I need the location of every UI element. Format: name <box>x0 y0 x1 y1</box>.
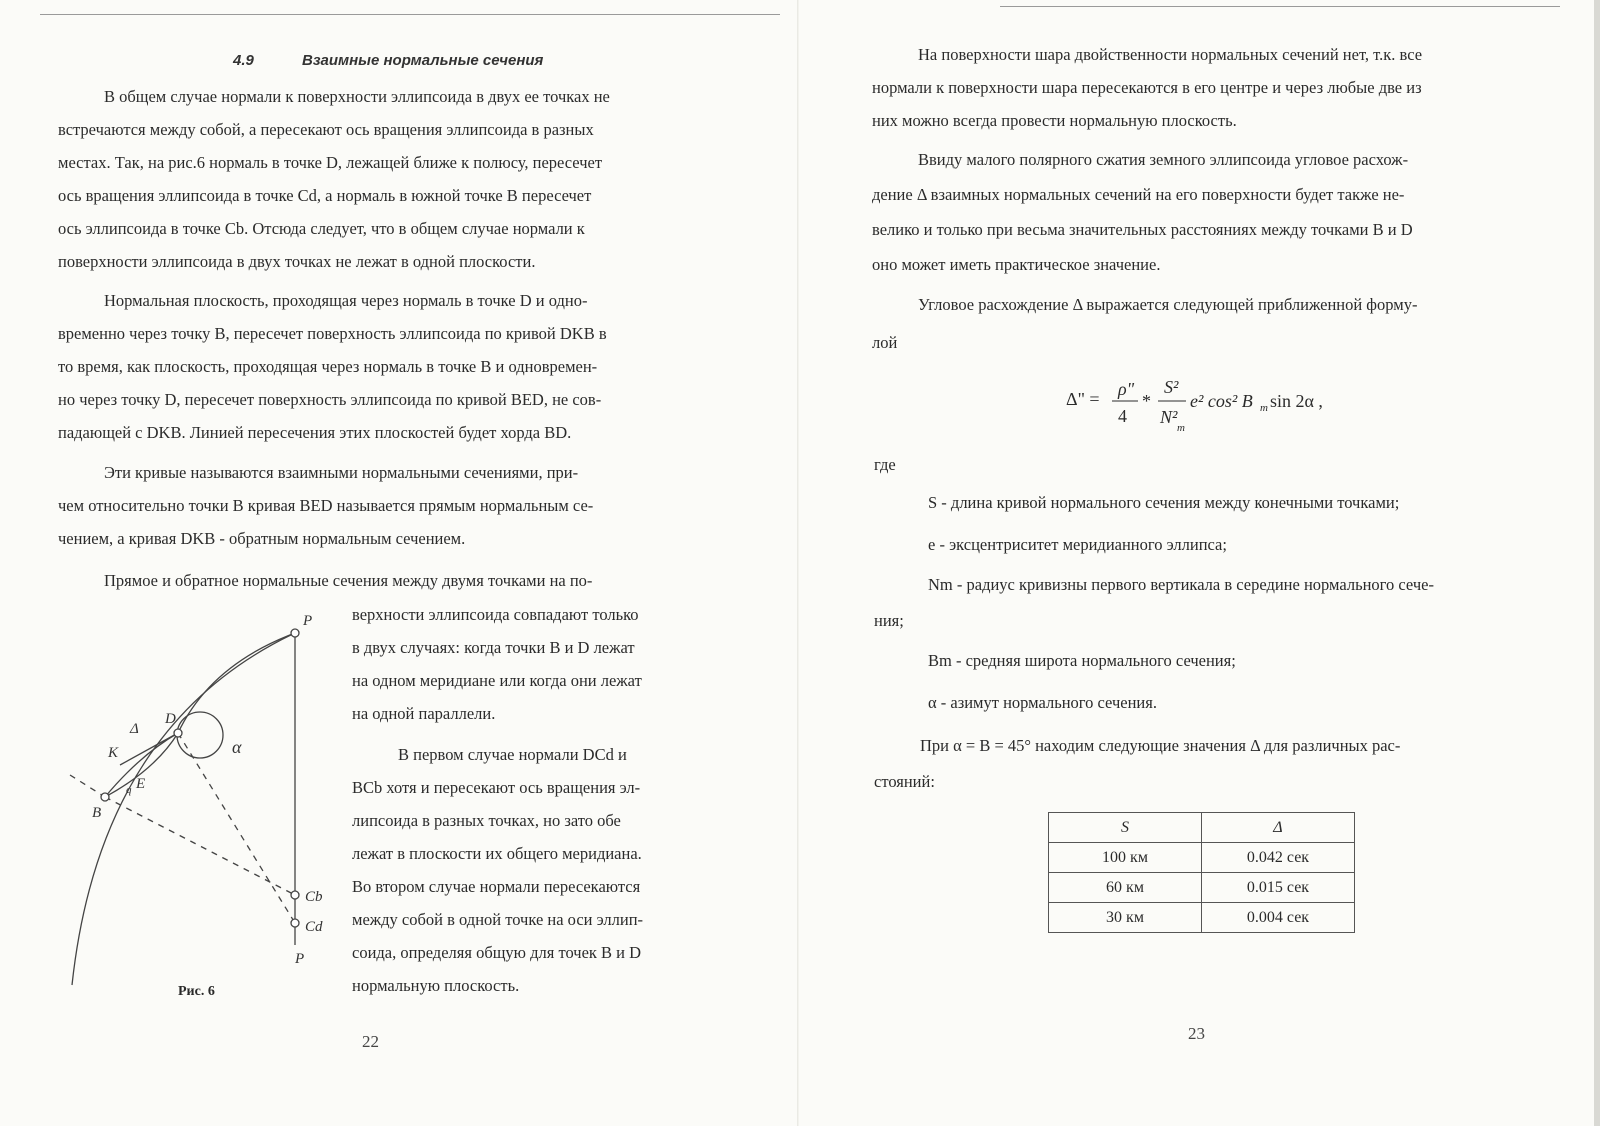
text-line: Во втором случае нормали пересекаются <box>352 877 641 896</box>
formula-nm-sub: m <box>1177 422 1185 434</box>
text-line: При α = B = 45° находим следующие значения Δ для различных рас- <box>920 736 1401 755</box>
def-s: S - длина кривой нормального сечения между конечными точками; <box>928 493 1400 512</box>
right-paragraph-3 <box>872 286 1508 362</box>
text-line: нормали к поверхности шара пересекаются в его центре и через любые две из <box>872 78 1422 97</box>
label-cd: Cd <box>305 919 323 935</box>
label-p-top: P <box>303 613 313 629</box>
table-cell: 30 км <box>1049 903 1202 933</box>
section-heading <box>233 52 543 69</box>
figure-caption: Рис. 6 <box>178 984 215 999</box>
text-line: лежат в плоскости их общего меридиана. <box>352 844 642 863</box>
point-b <box>101 793 109 801</box>
formula-bm-sub: m <box>1260 402 1268 414</box>
label-alpha: α <box>232 737 242 757</box>
point-cb <box>291 891 299 899</box>
label-delta: Δ <box>130 721 139 737</box>
table-cell: 0.004 сек <box>1202 903 1355 933</box>
paragraph-4-wrap <box>352 598 694 730</box>
text-line: нормальную плоскость. <box>352 976 520 995</box>
chord-bd <box>120 733 178 765</box>
page-number: 22 <box>362 1032 379 1051</box>
text-line: липсоида в разных точках, но зато обе <box>352 811 621 830</box>
angle-circle <box>177 712 223 758</box>
point-d <box>174 729 182 737</box>
def-nm-cont: ния; <box>874 611 904 630</box>
where-label: где <box>874 455 896 474</box>
table-row <box>1049 903 1355 933</box>
formula-rho: ρ" <box>1118 379 1135 399</box>
table-header-delta: Δ <box>1202 813 1355 843</box>
label-cb: Cb <box>305 889 323 905</box>
meridian-arc <box>178 633 295 733</box>
formula-lhs: Δ" = <box>1066 389 1100 409</box>
formula-times: * <box>1142 391 1151 411</box>
text-line: На поверхности шара двойственности нормальных сечений нет, т.к. все <box>918 45 1423 64</box>
table-row <box>1049 843 1355 873</box>
values-table <box>1048 812 1355 933</box>
text-line: Эти кривые называются взаимными нормальными сечениями, при- <box>104 463 579 482</box>
text-line: Ввиду малого полярного сжатия земного эллипсоида угловое расхож- <box>918 150 1409 169</box>
label-e: E <box>136 776 146 792</box>
label-d: D <box>165 711 176 727</box>
text-line: встречаются между собой, а пересекают ось вращения эллипсоида в разных <box>58 120 594 139</box>
table-header-row <box>1049 813 1355 843</box>
formula-four: 4 <box>1118 406 1127 426</box>
right-paragraph-4 <box>874 728 1510 800</box>
label-k: K <box>108 745 119 761</box>
table-cell: 100 км <box>1049 843 1202 873</box>
text-line: Угловое расхождение Δ выражается следующей приближенной форму- <box>918 295 1418 314</box>
section-title: Взаимные нормальные сечения <box>302 52 544 69</box>
table-header-s: S <box>1049 813 1202 843</box>
section-number: 4.9 <box>233 52 254 69</box>
paragraph-2 <box>58 284 694 449</box>
label-q: q <box>126 784 132 796</box>
def-alpha: α - азимут нормального сечения. <box>928 693 1157 712</box>
text-line: местах. Так, на рис.6 нормаль в точке D, лежащей ближе к полюсу, пересечет <box>58 153 603 172</box>
formula-rest: e² cos² B <box>1190 391 1253 411</box>
text-line: В первом случае нормали DCd и <box>398 745 627 764</box>
text-line: то время, как плоскость, проходящая через нормаль в точке B и одновремен- <box>58 357 598 376</box>
text-line: лой <box>872 333 898 352</box>
text-line: в двух случаях: когда точки B и D лежат <box>352 638 635 657</box>
figure-6-diagram <box>60 605 360 995</box>
text-line: ось вращения эллипсоида в точке Cd, а нормаль в южной точке B пересечет <box>58 186 592 205</box>
text-line: но через точку D, пересечет поверхность эллипсоида по кривой BED, не сов- <box>58 390 602 409</box>
formula-delta <box>1060 365 1360 435</box>
right-paragraph-1 <box>872 38 1508 137</box>
text-line: оно может иметь практическое значение. <box>872 255 1161 274</box>
point-cd <box>291 919 299 927</box>
ellipse-arc <box>72 633 295 985</box>
formula-nm2: N² <box>1160 407 1178 427</box>
text-line: поверхности эллипсоида в двух точках не лежат в одной плоскости. <box>58 252 536 271</box>
text-line: падающей с DKB. Линией пересечения этих плоскостей будет хорда BD. <box>58 423 572 442</box>
text-line: Нормальная плоскость, проходящая через нормаль в точке D и одно- <box>104 291 588 310</box>
text-line: них можно всегда провести нормальную плоскость. <box>872 111 1237 130</box>
text-line: чением, а кривая DKB - обратным нормальным сечением. <box>58 529 466 548</box>
paragraph-1 <box>58 80 694 278</box>
label-p-bottom: P <box>295 951 305 967</box>
text-line: соида, определяя общую для точек B и D <box>352 943 642 962</box>
table-cell: 0.015 сек <box>1202 873 1355 903</box>
def-nm: Nm - радиус кривизны первого вертикала в середине нормального сече- <box>928 575 1434 594</box>
paragraph-3 <box>58 456 694 555</box>
def-bm: Bm - средняя широта нормального сечения; <box>928 651 1236 670</box>
text-line: велико и только при весьма значительных расстояниях между точками B и D <box>872 220 1413 239</box>
table-cell: 0.042 сек <box>1202 843 1355 873</box>
text-line: Прямое и обратное нормальные сечения между двумя точками на по- <box>104 571 593 590</box>
text-line: на одном меридиане или когда они лежат <box>352 671 642 690</box>
normal-b-extension <box>70 775 105 797</box>
normal-bcb <box>105 797 295 895</box>
def-e: e - эксцентриситет меридианного эллипса; <box>928 535 1227 554</box>
text-line: чем относительно точки B кривая BED называется прямым нормальным се- <box>58 496 594 515</box>
table-cell: 60 км <box>1049 873 1202 903</box>
paragraph-5 <box>352 738 694 1002</box>
label-b: B <box>92 805 102 821</box>
text-line: BCb хотя и пересекают ось вращения эл- <box>352 778 641 797</box>
text-line: временно через точку B, пересечет поверхность эллипсоида по кривой DKB в <box>58 324 607 343</box>
paragraph-4 <box>58 564 694 597</box>
text-line: между собой в одной точке на оси эллип- <box>352 910 644 929</box>
text-line: дение Δ взаимных нормальных сечений на его поверхности будет также не- <box>872 185 1405 204</box>
text-line: верхности эллипсоида совпадают только <box>352 605 639 624</box>
text-line: стояний: <box>874 772 935 791</box>
formula-s2: S² <box>1164 377 1179 397</box>
point-p-top <box>291 629 299 637</box>
page-number: 23 <box>1188 1024 1205 1043</box>
text-line: на одной параллели. <box>352 704 496 723</box>
normal-dcd <box>178 733 295 923</box>
right-paragraph-2 <box>872 142 1508 282</box>
text-line: В общем случае нормали к поверхности эллипсоида в двух ее точках не <box>104 87 610 106</box>
table-row <box>1049 873 1355 903</box>
text-line: ось эллипсоида в точке Cb. Отсюда следует, что в общем случае нормали к <box>58 219 585 238</box>
formula-sin: sin 2α , <box>1270 391 1323 411</box>
